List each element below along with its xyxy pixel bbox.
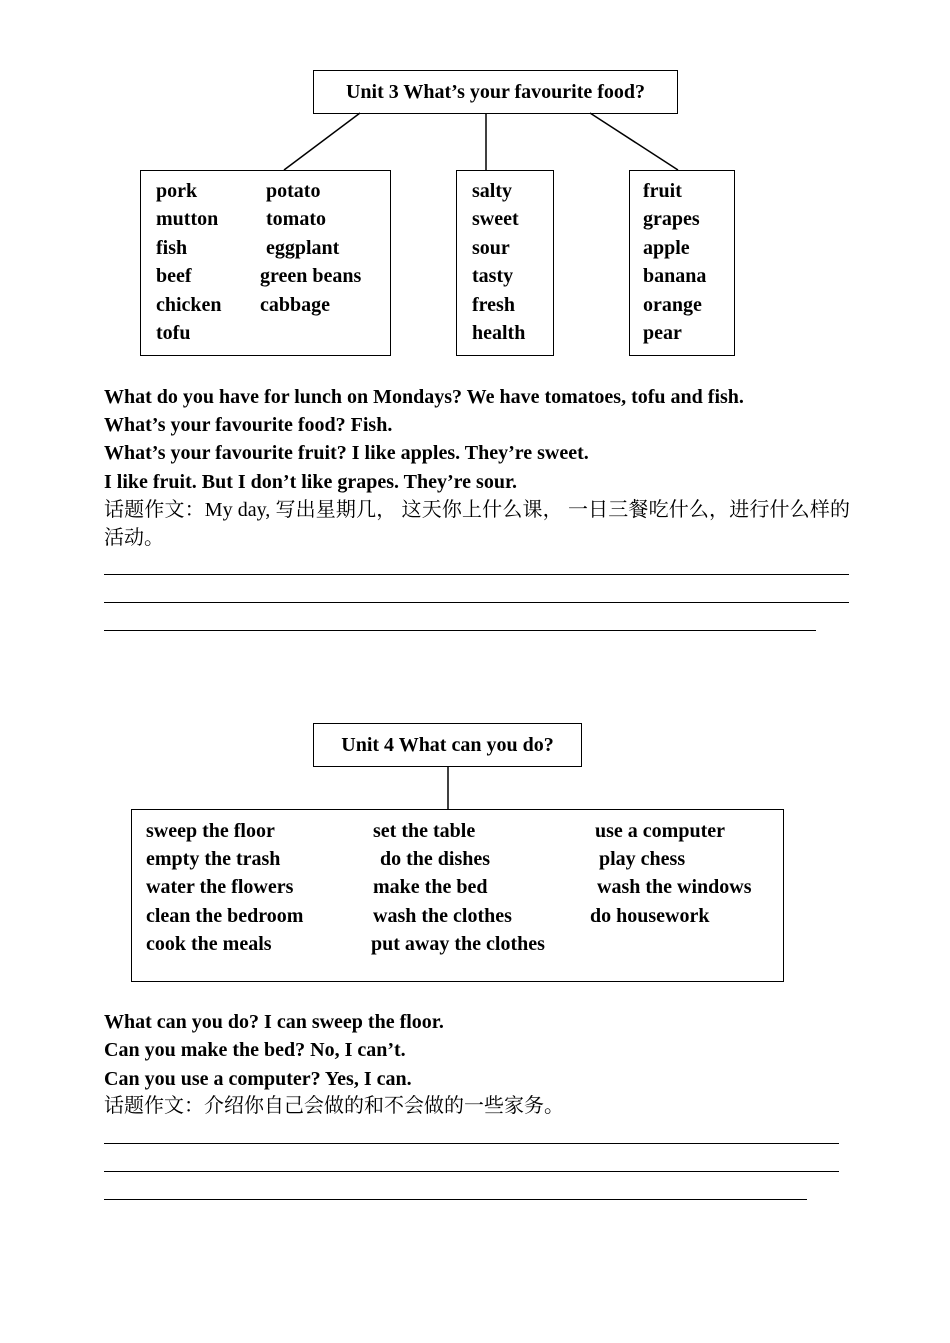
fruit-word: apple: [643, 237, 690, 259]
fruit-word: orange: [643, 294, 702, 316]
chore-phrase: use a computer: [595, 820, 725, 842]
chore-phrase: set the table: [373, 820, 476, 842]
fruit-word: pear: [643, 322, 682, 344]
unit3-sentence: What’s your favourite fruit? I like apples. They’re sweet.: [104, 442, 589, 464]
chore-phrase: empty the trash: [146, 848, 281, 870]
food-word: fish: [156, 237, 188, 259]
chore-phrase: do the dishes: [380, 848, 491, 870]
food-word: green beans: [260, 265, 362, 287]
unit4-writing-prompt: 话题作文：介绍你自己会做的和不会做的一些家务。: [104, 1095, 564, 1117]
unit4-sentence: Can you use a computer? Yes, I can.: [104, 1068, 412, 1090]
chore-phrase: do housework: [590, 905, 710, 927]
answer-line[interactable]: [104, 574, 849, 575]
chore-phrase: wash the clothes: [373, 905, 512, 927]
unit3-title-box: [313, 70, 678, 114]
food-word: tomato: [266, 208, 326, 230]
fruit-word: banana: [643, 265, 707, 287]
food-word: beef: [156, 265, 192, 287]
food-word: chicken: [156, 294, 222, 316]
unit3-sentence: What’s your favourite food? Fish.: [104, 414, 393, 436]
unit4-sentence: Can you make the bed? No, I can’t.: [104, 1039, 406, 1061]
taste-word: salty: [472, 180, 512, 202]
answer-line[interactable]: [104, 1143, 839, 1144]
chore-phrase: cook the meals: [146, 933, 272, 955]
taste-word: fresh: [472, 294, 515, 316]
answer-line[interactable]: [104, 1199, 807, 1200]
answer-line[interactable]: [104, 630, 816, 631]
food-word: pork: [156, 180, 198, 202]
food-word: tofu: [156, 322, 191, 344]
taste-word: health: [472, 322, 526, 344]
chore-phrase: make the bed: [373, 876, 488, 898]
unit3-sentence: What do you have for lunch on Mondays? We have tomatoes, tofu and fish.: [104, 386, 744, 408]
taste-word: sour: [472, 237, 510, 259]
food-word: cabbage: [260, 294, 330, 316]
answer-line[interactable]: [104, 1171, 839, 1172]
unit4-title: Unit 4 What can you do?: [341, 733, 554, 756]
food-word: potato: [266, 180, 321, 202]
unit3-writing-prompt: 话题作文：My day, 写出星期几， 这天你上什么课， 一日三餐吃什么，进行什么样的活动。: [104, 499, 850, 549]
chore-phrase: clean the bedroom: [146, 905, 304, 927]
taste-word: sweet: [472, 208, 519, 230]
connector-fruit: [590, 113, 678, 170]
unit4-title-box: [313, 723, 582, 767]
chore-phrase: sweep the floor: [146, 820, 275, 842]
chore-phrase: play chess: [599, 848, 686, 870]
taste-word: tasty: [472, 265, 514, 287]
chore-phrase: wash the windows: [597, 876, 752, 898]
food-word: mutton: [156, 208, 219, 230]
answer-line[interactable]: [104, 602, 849, 603]
unit3-title: Unit 3 What’s your favourite food?: [345, 80, 646, 103]
connector-food: [284, 113, 360, 170]
fruit-word: fruit: [643, 180, 682, 202]
chore-phrase: put away the clothes: [371, 933, 545, 955]
food-word: eggplant: [266, 237, 340, 259]
unit4-sentence: What can you do? I can sweep the floor.: [104, 1011, 444, 1033]
chore-phrase: water the flowers: [146, 876, 294, 898]
unit3-sentence: I like fruit. But I don’t like grapes. They’re sour.: [104, 471, 517, 493]
fruit-word: grapes: [643, 208, 700, 230]
